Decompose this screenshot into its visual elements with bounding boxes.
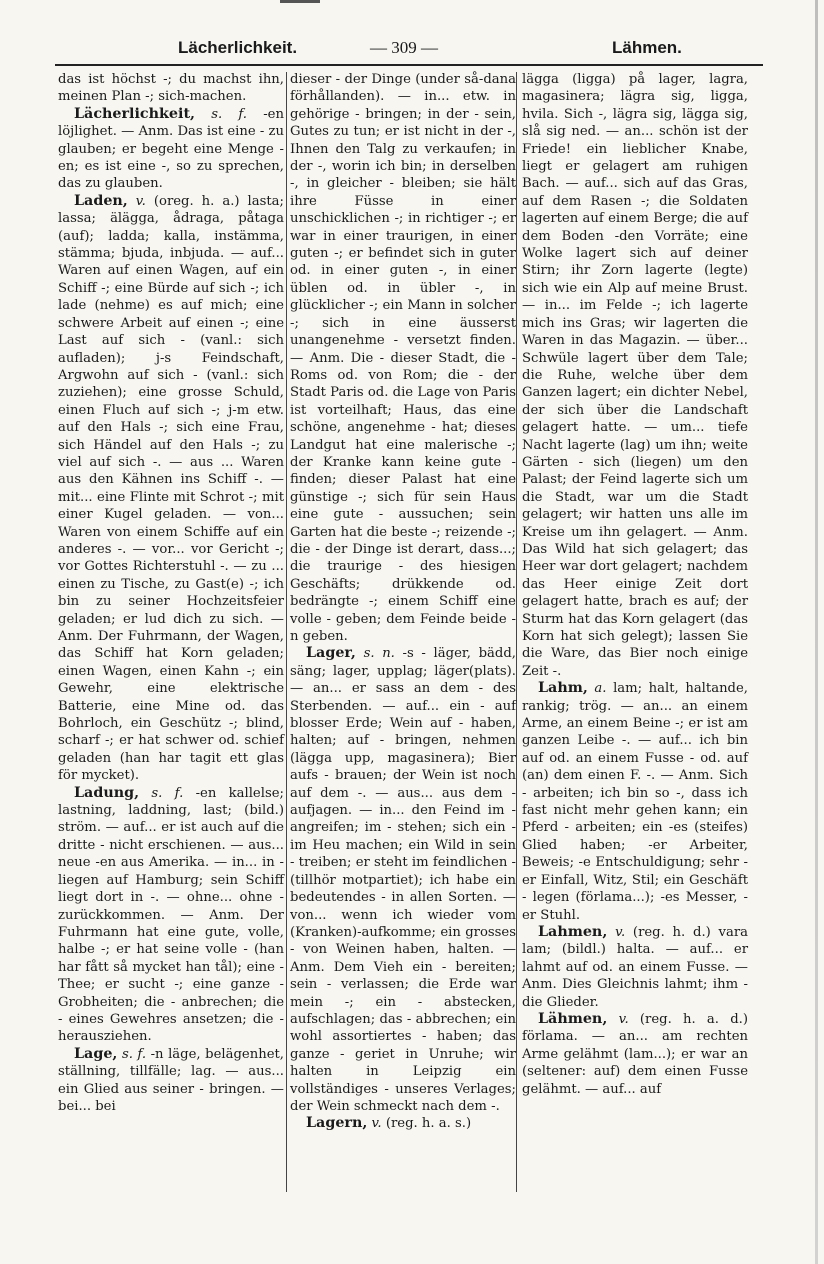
entry-text: -n läge, belägenhet, ställning, tillfälle; lag. — aus... ein Glied aus seiner - bringen. — bei... bei bbox=[58, 1046, 284, 1114]
part-of-speech: a. bbox=[594, 681, 607, 697]
headword: Lahmen, bbox=[538, 923, 608, 940]
column-1 bbox=[58, 71, 284, 1115]
part-of-speech: v. bbox=[135, 193, 146, 209]
part-of-speech: s. n. bbox=[363, 646, 395, 662]
column-divider bbox=[286, 72, 287, 1192]
scan-artifact bbox=[280, 0, 320, 3]
dictionary-entry bbox=[522, 680, 748, 924]
headword: Lähmen, bbox=[538, 1010, 608, 1027]
entry-text: lam; halt, haltande, rankig; trög. — an... an einem Arme, an einem Beine -; er ist am ganzen Leibe -. — auf... ich bin auf od. an einem Fusse - od. auf (an) dem einen F. -. — Anm. Sich - arbeiten; ich bin so -, dass ich fast nicht mehr gehen kann; ein Pferd - arbeiten; ein -es (steifes) Glied haben; -er Arbeiter, Beweis; -e Entschuldigung; sehr -er Einfall, Witz, Stil; ein Geschäft - legen (förlama...); -es Messer, -er Stuhl. bbox=[522, 681, 748, 923]
entry-text: (reg. h. d.) vara lam; (bildl.) halta. — auf... er lahmt auf od. an einem Fusse. — Anm. Dies Gleichnis lahmt; ihm - die Glieder. bbox=[522, 924, 749, 1010]
headword: Laden, bbox=[74, 192, 128, 209]
dictionary-entry bbox=[522, 71, 748, 680]
headword: Lahm, bbox=[538, 680, 588, 697]
entry-text: lägga (ligga) på lager, lagra, magasinera; lägra sig, ligga, hvila. Sich -, lägra sig, lägga sig, slå sig ned. — an... schön ist der Friede! ein lieblicher Knabe, liegt er gelagert am ruhigen Bach. — auf... sich auf das Gras, auf dem Rasen -; die Soldaten lagerten auf einem Berge; die auf dem Boden -den Vorräte; eine Wolke lagert sich auf deiner Stirn; ihr Zorn lagerte (legte) sich wie ein Alp auf meine Brust. — in... im Felde -; ich lagerte mich ins Gras; wir lagerten die Waren in das Magazin. — über... Schwüle lagert über dem Tale; die Ruhe, welche über dem Ganzen lagert; ein dichter Nebel, der sich über die Landschaft gelagert hatte. — um... tiefe Nacht lagerte (lag) um ihn; weite Gärten - sich (liegen) um den Palast; der Feind lagerte sich um die Stadt, war um die Stadt gelagert; wir hatten uns alle im Kreise um ihn gelagert. — Anm. Das Wild hat sich gelagert; das Heer war dort gelagert; nachdem das Heer einige Zeit dort gelagert hatte, brach es auf; der Sturm hat das Korn gelagert (das Korn hat sich gelegt); lassen Sie die Ware, das Bier noch einige Zeit -. bbox=[522, 72, 748, 679]
entry-text: dieser - der Dinge (under så-dana förhållanden). — in... etw. in gehörige - bringen; in der - sein, Gutes zu tun; er ist nicht in der -, Ihnen den Talg zu verkaufen; in der -, worin ich bin; in derselben -, in gleicher - bleiben; sie hält ihre Füsse in einer unschicklichen -; in richtiger -; er war in einer traurigen, in einer guten -; er befindet sich in guter od. in einer guten -, in einer üblen od. in übler -, in glücklicher -; ein Mann in solcher -; sich in eine äusserst unangenehme - versetzt finden. — Anm. Die - dieser Stadt, die - Roms od. von Rom; die - der Stadt Paris od. die Lage von Paris ist vorteilhaft; Haus, das eine schöne, angenehme - hat; dieses Landgut hat eine malerische -; der Kranke kann keine gute - finden; dieser Palast hat eine günstige -; sich für sein Haus eine gute - aussuchen; sein Garten hat die beste -; reizende -; die - der Dinge ist derart, dass...; die traurige - des hiesigen Geschäfts; drükkende od. bedrängte -; einem Schiff eine volle - geben; dem Feinde beide -n geben. bbox=[290, 72, 516, 644]
dictionary-entry bbox=[58, 193, 284, 785]
entry-text: -en kallelse; lastning, laddning, last; (bild.) ström. — auf... er ist auch auf die dritte - nicht erschienen. — aus... neue -en aus Amerika. — in... in - liegen auf Hamburg; sein Schiff liegt dort in -. — ohne... ohne - zurückkommen. — Anm. Der Fuhrmann hat eine gute, volle, halbe -; er hat seine volle - (han har fått så mycket han tål); eine - Thee; er sucht -; eine ganze - Grobheiten; die - anbrechen; die - eines Gewehres ansetzen; die - herausziehen. bbox=[58, 785, 284, 1045]
dictionary-entry bbox=[58, 71, 284, 106]
page-edge bbox=[815, 0, 818, 1264]
headword: Ladung, bbox=[74, 784, 140, 801]
dictionary-entry bbox=[290, 645, 516, 1115]
dictionary-entry bbox=[58, 106, 284, 193]
header-right-word: Lähmen. bbox=[612, 38, 682, 57]
headword: Lächerlichkeit, bbox=[74, 105, 196, 122]
part-of-speech: s. f. bbox=[211, 106, 247, 122]
part-of-speech: s. f. bbox=[151, 785, 184, 801]
dictionary-entry bbox=[58, 785, 284, 1046]
headword: Lagern, bbox=[306, 1115, 368, 1132]
dictionary-entry bbox=[522, 1011, 748, 1098]
entry-text: -en löjlighet. — Anm. Das ist eine - zu glauben; er begeht eine Menge -en; es ist eine -, so zu sprechen, das zu glauben. bbox=[58, 106, 284, 192]
dictionary-entry bbox=[522, 924, 748, 1011]
entry-text: (reg. h. a. s.) bbox=[385, 1116, 472, 1132]
part-of-speech: v. bbox=[371, 1116, 382, 1132]
column-3 bbox=[522, 71, 748, 1098]
page-header bbox=[60, 38, 765, 62]
dictionary-entry bbox=[290, 71, 516, 645]
header-rule bbox=[55, 64, 763, 66]
headword: Lager, bbox=[306, 645, 356, 662]
part-of-speech: v. bbox=[618, 1011, 629, 1027]
entry-text: (oreg. h. a.) lasta; lassa; älägga, ådraga, påtaga (auf); ladda; kalla, instämma, stämma; bjuda, inbjuda. — auf... Waren auf einen Wagen, auf ein Schiff -; eine Bürde auf sich -; ich lade (nehme) es auf mich; eine schwere Arbeit auf einen -; eine Last auf sich - (vanl.: sich aufladen); j-s Feindschaft, Argwohn auf sich - (vanl.: sich zuziehen); eine grosse Schuld, einen Fluch auf sich -; j-m etw. auf den Hals -; sich eine Frau, sich Händel auf den Hals -; zu viel auf sich -. — aus ... Waren aus den Kähnen ins Schiff -. — mit... eine Flinte mit Schrot -; mit einer Kugel geladen. — von... Waren von einem Schiffe auf ein anderes -. — vor... vor Gericht -; vor Gottes Richterstuhl -. — zu ... einen zu Tische, zu Gast(e) -; ich bin zu seiner Hochzeitsfeier geladen; er lud dich zu sich. — Anm. Der Fuhrmann, der Wagen, das Schiff hat Korn geladen; einen Wagen, einen Kahn -; ein Gewehr, eine elektrische Batterie, eine Mine od. das Bohrloch, ein Geschütz -; blind, scharf -; er hat schwer od. schief geladen (han har tagit ett glas för mycket). bbox=[58, 193, 284, 784]
headword: Lage, bbox=[74, 1045, 118, 1062]
dictionary-entry bbox=[58, 1046, 284, 1116]
column-divider bbox=[516, 72, 517, 1192]
entry-text: -s - läger, bädd, säng; lager, upplag; läger(plats). — an... er sass an dem - des Sterbenden. — auf... ein - auf blosser Erde; Wein auf - haben, halten; auf - bringen, nehmen (lägga upp, magasinera); Bier aufs - brauen; der Wein ist noch auf dem -. — aus... aus dem - aufjagen. — in... den Feind im - angreifen; im - stehen; sich ein - im Heu machen; ein Wild in sein - treiben; er steht im feindlichen - (tillhör motpartiet); ich habe ein bedeutendes - in allen Sorten. — von... wenn ich wieder vom (Kranken)-aufkomme; ein grosses - von Weinen haben, halten. — Anm. Dem Vieh ein - bereiten; sein - verlassen; die Erde war mein -; ein - abstecken, aufschlagen; das - abbrechen; ein wohl assortiertes - haben; das ganze - geriet in Unruhe; wir halten in Leipzig ein vollständiges - unseres Verlages; der Wein schmeckt nach dem -. bbox=[290, 646, 516, 1114]
part-of-speech: v. bbox=[615, 924, 626, 940]
part-of-speech: s. f. bbox=[121, 1046, 147, 1062]
entry-text: (reg. h. a. d.) förlama. — an... am rechten Arme gelähmt (lam...); er war an (seltener: auf) dem einen Fusse gelähmt. — auf... auf bbox=[522, 1011, 749, 1097]
dictionary-entry bbox=[290, 1115, 516, 1132]
column-2 bbox=[290, 71, 516, 1133]
page-number: — 309 — bbox=[370, 38, 438, 57]
entry-text: das ist höchst -; du machst ihn, meinen Plan -; sich-machen. bbox=[58, 72, 284, 105]
header-left-word: Lächerlichkeit. bbox=[178, 38, 298, 57]
